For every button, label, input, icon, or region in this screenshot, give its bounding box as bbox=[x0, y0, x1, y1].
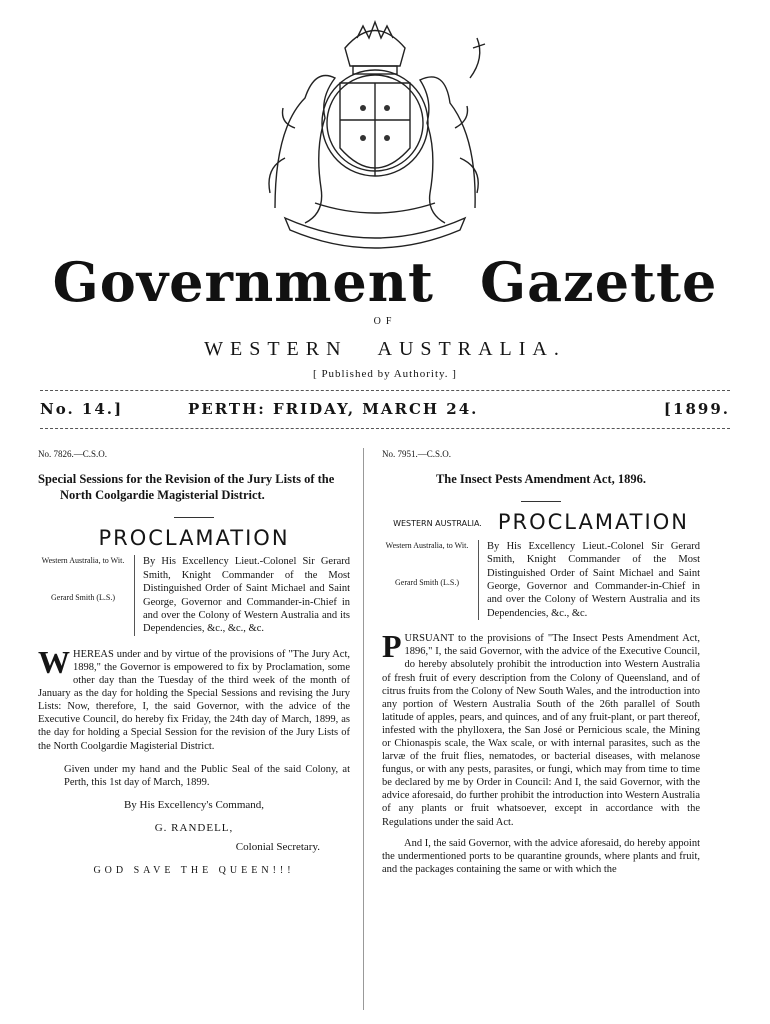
proclamation-prefix: WESTERN AUSTRALIA. bbox=[393, 518, 482, 528]
notice-number: No. 7826.—C.S.O. bbox=[38, 449, 108, 459]
closing-line: GOD SAVE THE QUEEN!!! bbox=[93, 865, 295, 877]
office: Colonial Secretary. bbox=[235, 841, 320, 854]
top-rule bbox=[40, 390, 730, 391]
short-rule bbox=[521, 501, 561, 502]
authority-line: [ Published by Authority. ] bbox=[313, 368, 457, 380]
signature-place: Western Australia, to Wit. bbox=[41, 556, 125, 566]
signature-block bbox=[38, 555, 350, 635]
masthead-title bbox=[0, 250, 770, 314]
proclamation-body-text: URSUANT to the provisions of "The Insect Pests Amendment Act, 1896," I, the said Governor, with the advice of the Executive Council, do hereby absolutely prohibit the introduction into Western Australia of fresh fruit of every description from the Colony of Queensland, and of citrus fruits from the Colony of New South Wales, and the introduction into any portion of Western Australia South of the 26th parallel of South latitude of apples, pears, and quinces, and of any fruit-plant, or part thereof, infested with the phylloxera, the San José or Pernicious scale, the Mining or Chionaspis scale, the Wax scale, or with internal parasites, such as the larvæ of the fruit flies, nematodes, or bacterial diseases, with melanose fungus, or with any pests, parasites, or fungi, which may from time to time be declared by me by Order in Council: And I, the said Governor, with the advice aforesaid, do further prohibit the introduction into Western Australia of any plants or fruit whatsoever, except in accordance with the Regulations under the said Act. bbox=[382, 633, 700, 828]
dateline bbox=[40, 400, 730, 422]
notice-title: The Insect Pests Amendment Act, 1896. bbox=[435, 472, 647, 487]
proclamation-word: PROCLAMATION bbox=[497, 510, 689, 535]
signature-name: Gerard Smith (L.S.) bbox=[51, 593, 115, 603]
notice-title: Special Sessions for the Revision of the Jury Lists of the North Coolgardie Magisterial District. bbox=[38, 472, 335, 503]
left-column bbox=[38, 448, 350, 878]
given-under-hand: Given under my hand and the Public Seal of the said Colony, at Perth, this 1st day of March, 1899. bbox=[64, 763, 350, 788]
issue-year: [1899. bbox=[663, 400, 730, 418]
issue-place-date: PERTH: FRIDAY, MARCH 24. bbox=[188, 400, 479, 418]
right-column bbox=[382, 448, 700, 876]
drop-capital: P bbox=[382, 628, 402, 665]
region-word-2: AUSTRALIA. bbox=[377, 338, 566, 360]
governor-title: By His Excellency Lieut.-Colonel Sir Gerard Smith, Knight Commander of the Most Distinguished Order of Saint Michael and Saint George, Governor and Commander-in-Chief in and over the Colony of Western Australia and its Dependencies, &c., &c. bbox=[478, 540, 700, 620]
issue-number: No. 14.] bbox=[40, 400, 124, 418]
signatory: G. RANDELL, bbox=[154, 821, 234, 834]
bottom-rule bbox=[40, 428, 730, 429]
drop-capital: W bbox=[38, 643, 70, 680]
proclamation-heading bbox=[382, 510, 700, 535]
proclamation-heading: PROCLAMATION bbox=[98, 526, 290, 551]
masthead-word-government: Government bbox=[52, 250, 434, 314]
masthead-region bbox=[0, 338, 770, 361]
notice-number: No. 7951.—C.S.O. bbox=[382, 449, 452, 459]
column-divider bbox=[363, 448, 364, 1010]
proclamation-body bbox=[38, 643, 350, 753]
signature-name: Gerard Smith (L.S.) bbox=[395, 577, 459, 587]
masthead-of: OF bbox=[373, 316, 397, 327]
royal-coat-of-arms-icon bbox=[245, 8, 505, 256]
masthead-word-gazette: Gazette bbox=[479, 250, 718, 314]
proclamation-body-text: HEREAS under and by virtue of the provisions of "The Jury Act, 1898," the Governor is empowered to fix by Proclamation, some other day than the Tuesday of the third week of the month of January as the day for holding the Special Sessions and revising the Jury Lists: Now, therefore, I, the said Governor, with the advice of the Executive Council, do hereby fix Friday, the 24th day of March, 1899, as the day for holding a Special Session for the revision of the Jury Lists of the North Coolgardie Magisterial District. bbox=[38, 648, 350, 752]
region-word-1: WESTERN bbox=[204, 338, 348, 360]
proclamation-body bbox=[382, 628, 700, 828]
governor-title: By His Excellency Lieut.-Colonel Sir Gerard Smith, Knight Commander of the Most Distinguished Order of Saint Michael and Saint George, Governor and Commander-in-Chief in and over the Colony of Western Australia and its Dependencies, &c., &c., &c. bbox=[134, 555, 350, 635]
proclamation-body-continued: And I, the said Governor, with the advice aforesaid, do hereby appoint the undermentioned ports to be quarantine grounds, where plants and fruit, and the packages containing the same or with which the bbox=[382, 837, 700, 875]
short-rule bbox=[174, 517, 214, 518]
signature-block bbox=[382, 540, 700, 620]
signature-place: Western Australia, to Wit. bbox=[385, 540, 469, 550]
command-line: By His Excellency's Command, bbox=[123, 798, 265, 811]
